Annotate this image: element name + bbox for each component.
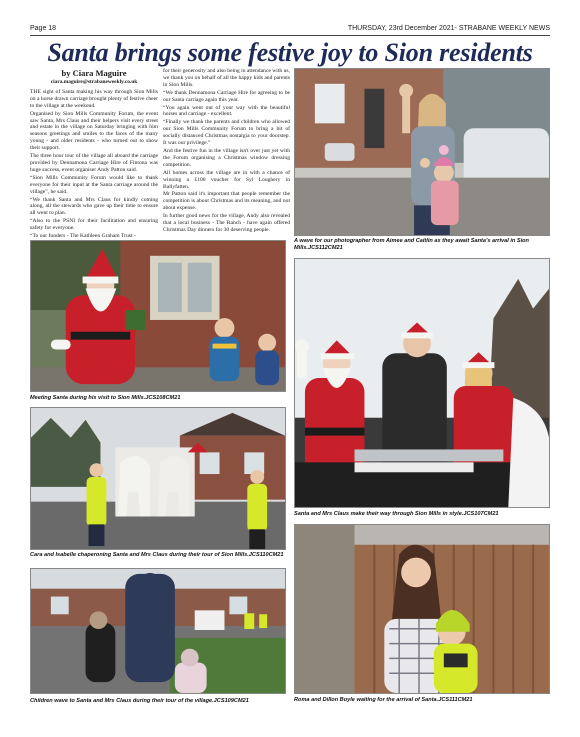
caption-aimee-caitlin: A wave for our photographer from Aimee and Caitlin as they await Santa's arrival in Sion Mills.JCS112CM21 xyxy=(294,238,529,251)
photo-cara-isabelle xyxy=(30,407,286,550)
caption-meeting-santa: Meeting Santa during his visit to Sion Mills.JCS108CM21 xyxy=(30,395,181,401)
paragraph: “Sion Mills Community Forum would like to thank everyone for their input at the Santa carriage around the village”, he said. xyxy=(30,174,158,195)
byline: by Ciara Maguire xyxy=(61,68,127,78)
headline: Santa brings some festive joy to Sion residents xyxy=(47,38,533,67)
caption-carriage: Santa and Mrs Claus make their way through Sion Mills in style.JCS107CM21 xyxy=(294,511,499,517)
article-column-2 xyxy=(163,68,290,235)
paragraph: THE sight of Santa making his way through Sion Mills on a horse drawn carriage brought plenty of festive cheer to the village at the weekend. xyxy=(30,88,158,109)
article-column-1 xyxy=(30,68,158,241)
paragraph: Organised by Sion Mills Community Forum, the event saw Santa, Mrs Claus and their helpers visit every street and estate in the village on Saturday bringing with him seasons greetings and smiles to the faces of the many young - and older residents - who turned out to show their support. xyxy=(30,110,158,152)
paragraph: “You again went out of your way with the beautiful horses and carriage - excellent. xyxy=(163,104,290,118)
paragraph: And the festive fun in the village isn't over just yet with the Forum organising a Christmas window dressing competition. xyxy=(163,147,290,168)
caption-roma-dillon: Roma and Dillon Boyle waiting for the arrival of Santa.JCS111CM21 xyxy=(294,697,473,703)
author-email: ciara.maguire@strabaneweekly.co.uk xyxy=(50,79,138,85)
paragraph: All homes across the village are in with a chance of winning a £100 voucher for Syl Loughery in Ballyfatten. xyxy=(163,169,290,190)
paragraph: The three hour tour of the village all aboard the carriage provided by Dennamona Carriage Hire of Fintona was huge success, event organiser Andy Patton said. xyxy=(30,153,158,173)
paragraph: “Also to the PSNI for their facilitation and ensuring safety for everyone. xyxy=(30,218,158,232)
photo-aimee-caitlin xyxy=(294,68,550,236)
caption-cara-isabelle: Cara and Isabelle chaperoning Santa and Mrs Claus during their tour of Sion Mills.JCS110CM21 xyxy=(30,552,284,558)
page-header xyxy=(30,24,550,36)
paragraph: “Finally we thank the parents and children who allowed our Sion Mills Community Forum to bring a bit of socially distanced Christmas nostalgia to your doorstep. It was our privilege.” xyxy=(163,119,290,147)
photo-carriage xyxy=(294,258,550,508)
paragraph: “We thank Santa and Mrs Claus for kindly coming along, all the stewards who gave up their time to ensure all went to plan. xyxy=(30,196,158,217)
paragraph: Mr Patton said it's important that people remember the competition is about Christmas and its meaning, and not about expense. xyxy=(163,191,290,212)
paragraph: “To our funders - The Kathleen Graham Trust - xyxy=(30,233,136,240)
caption-children-waving: Children wave to Santa and Mrs Claus during their tour of the village.JCS109CM21 xyxy=(30,698,249,704)
issue-date: THURSDAY, 23rd December 2021- STRABANE WEEKLY NEWS xyxy=(347,25,550,32)
photo-meeting-santa xyxy=(30,240,286,392)
page-number: Page 18 xyxy=(30,25,57,32)
paragraph: “We thank Dennamona Carriage Hire for agreeing to be our Santa carriage again this year. xyxy=(163,89,290,103)
paragraph: In further good news for the village, Andy also revealed that a local business - The Ranch - have again offered Christmas Day dinners for 30 deserving people. xyxy=(163,213,290,233)
paragraph: for their generosity and also being in attendance with us, we thank you on behalf of all the happy kids and parents in Sion Mills. xyxy=(163,68,290,88)
photo-children-waving xyxy=(30,568,286,694)
photo-roma-dillon xyxy=(294,524,550,694)
